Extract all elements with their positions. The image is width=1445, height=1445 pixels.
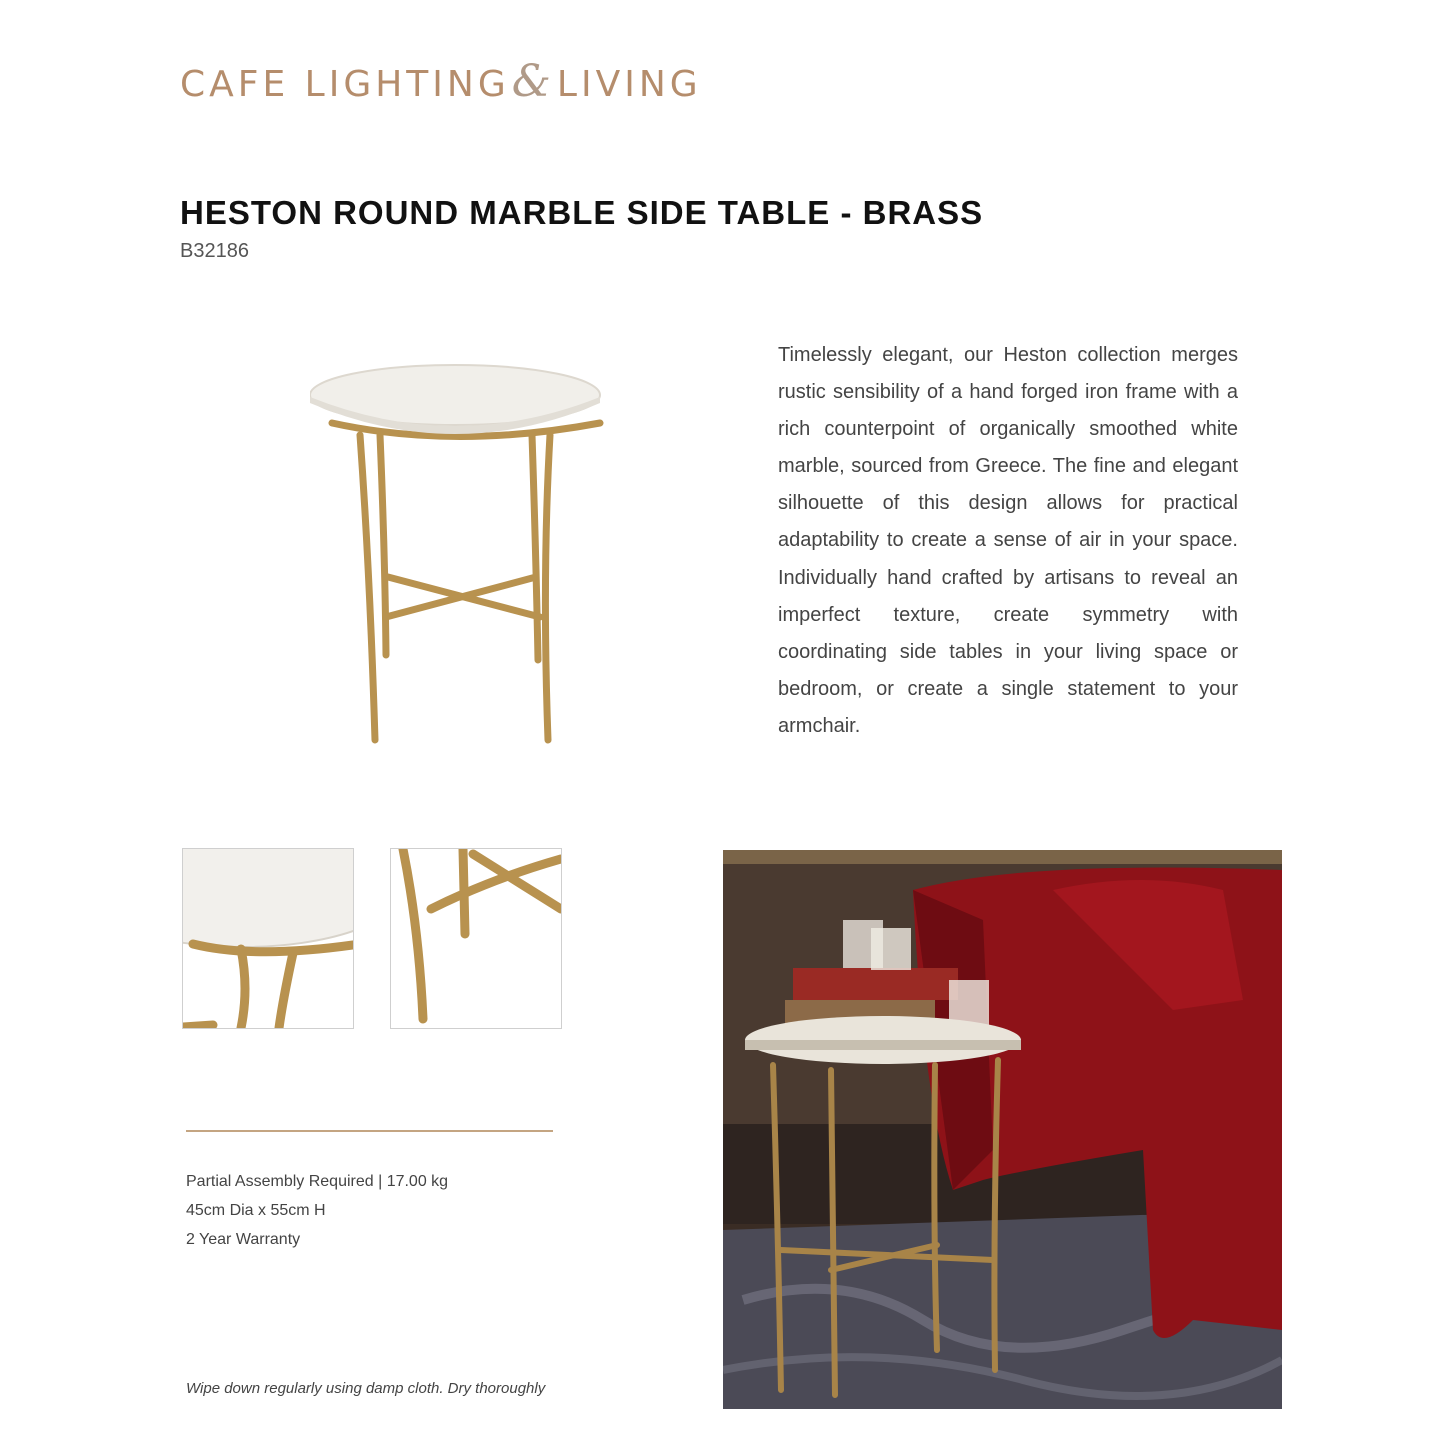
- logo-text-right: LIVING: [556, 64, 702, 105]
- divider: [186, 1130, 553, 1132]
- thumbnail-marble-top[interactable]: [182, 848, 354, 1029]
- lifestyle-photo: [723, 850, 1282, 1409]
- logo-ampersand: &: [511, 56, 555, 107]
- thumbnail-leg-detail[interactable]: [390, 848, 562, 1029]
- product-main-image: [310, 355, 620, 755]
- logo-text-left: CAFE LIGHTING: [180, 64, 510, 105]
- product-title: HESTON ROUND MARBLE SIDE TABLE - BRASS: [180, 194, 984, 231]
- brand-logo: [180, 56, 702, 107]
- care-instructions: Wipe down regularly using damp cloth. Dry thoroughly: [186, 1380, 546, 1397]
- product-description: Timelessly elegant, our Heston collection merges rustic sensibility of a hand forged iron frame with a rich counterpoint of organically smoothed white marble, sourced from Greece. The fine and elegant silhouette of this design allows for practical adaptability to create a sense of air in your space. Individually hand crafted by artisans to reveal an imperfect texture, create symmetry with coordinating side tables in your living space or bedroom, or create a single statement to your armchair.: [778, 344, 1238, 737]
- product-sku: B32186: [180, 240, 249, 262]
- spec-warranty: 2 Year Warranty: [186, 1231, 301, 1248]
- spec-dimensions: 45cm Dia x 55cm H: [186, 1202, 326, 1219]
- spec-assembly-weight: Partial Assembly Required | 17.00 kg: [186, 1173, 449, 1190]
